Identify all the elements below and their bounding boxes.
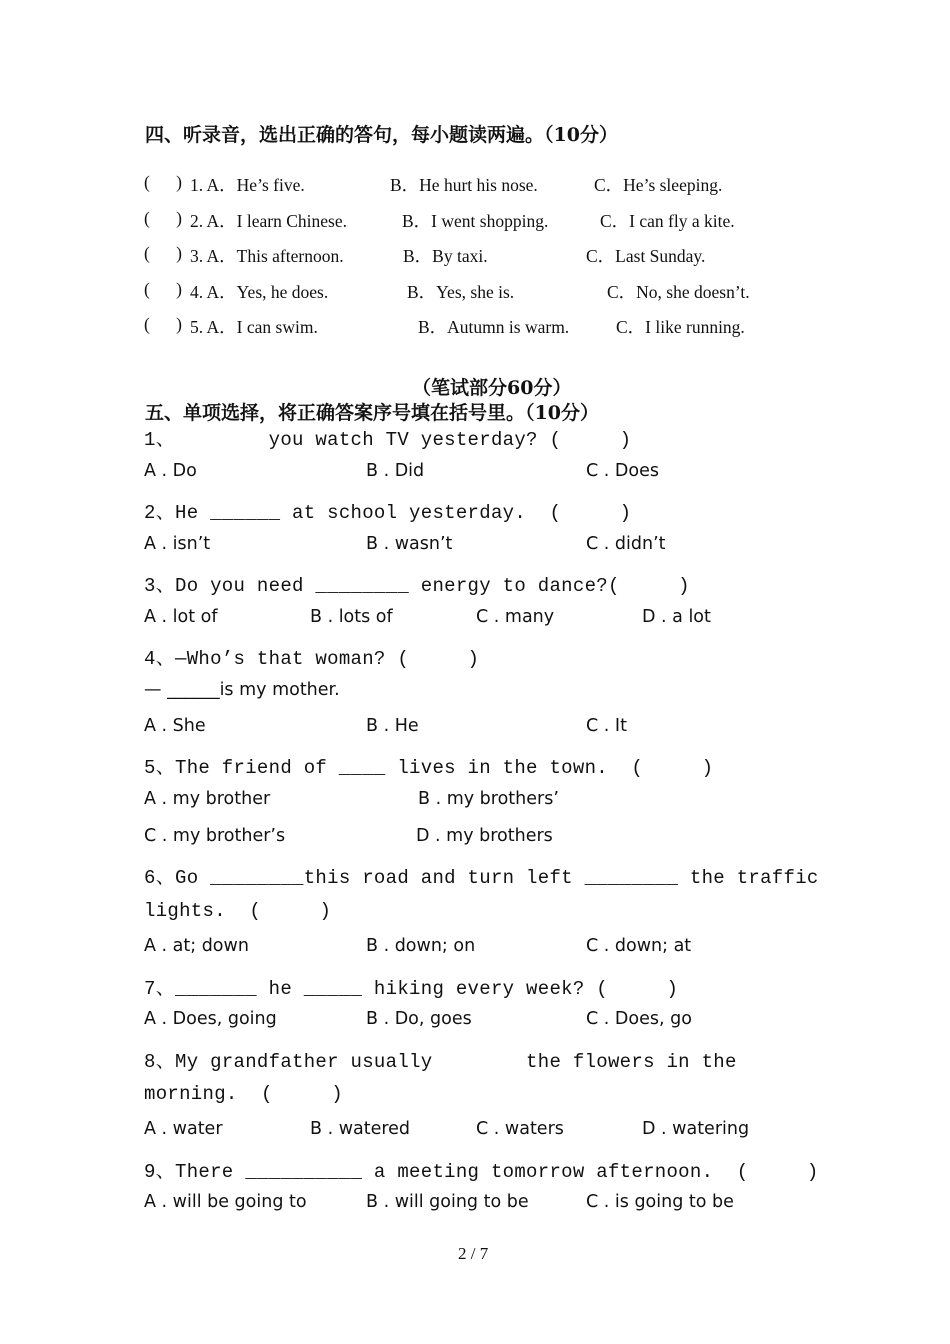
q8-option-b: B . watered (310, 1119, 411, 1139)
answer-bracket[interactable]: ( ) (144, 314, 182, 334)
q4-option-b: B . He (366, 716, 419, 736)
question-4: 4、—Who’s that woman? ( ) (144, 648, 480, 670)
listen-q1-option-a: 1. A．He’s five. (190, 175, 305, 195)
q2-option-c: C . didn’t (586, 534, 666, 554)
written-part-label: （笔试部分60分） (412, 377, 572, 399)
q2-option-a: A . isn’t (144, 534, 211, 554)
listen-q2-option-c: C．I can fly a kite. (600, 211, 735, 231)
question-2: 2、He ______ at school yesterday. ( ) (144, 502, 632, 524)
section4-title: 四、听录音，选出正确的答句，每小题读两遍。（10分） (145, 124, 618, 146)
q4-option-a: A . She (144, 716, 206, 736)
q6-option-c: C . down; at (586, 936, 692, 956)
listen-q2-option-b: B．I went shopping. (402, 211, 549, 231)
q8-option-d: D . watering (642, 1119, 750, 1139)
q7-option-c: C . Does, go (586, 1009, 692, 1029)
q1-option-c: C . Does (586, 461, 659, 481)
answer-bracket[interactable]: ( ) (144, 172, 182, 192)
section5-title: 五、单项选择，将正确答案序号填在括号里。（10分） (145, 402, 599, 424)
question-9: 9、There __________ a meeting tomorrow afternoon. ( ) (144, 1161, 819, 1183)
question-8-line-2: morning. ( ) (144, 1083, 343, 1105)
listen-q2-option-a: 2. A．I learn Chinese. (190, 211, 347, 231)
q1-option-a: A . Do (144, 461, 197, 481)
q6-option-b: B . down; on (366, 936, 476, 956)
question-5: 5、The friend of ____ lives in the town. ( ) (144, 757, 714, 779)
q2-option-b: B . wasn’t (366, 534, 453, 554)
page-number: 2 / 7 (458, 1244, 489, 1263)
q3-option-a: A . lot of (144, 607, 218, 627)
question-7: 7、_______ he _____ hiking every week? ( ) (144, 978, 679, 1000)
q5-option-d: D . my brothers (416, 826, 553, 846)
listen-q1-option-c: C．He’s sleeping. (594, 175, 723, 195)
listen-q4-option-c: C．No, she doesn’t. (607, 282, 750, 302)
question-6: 6、Go ________this road and turn left ________ the traffic (144, 867, 819, 889)
answer-bracket[interactable]: ( ) (144, 208, 182, 228)
q5-option-c: C . my brother’s (144, 826, 286, 846)
q9-option-a: A . will be going to (144, 1192, 307, 1212)
q3-option-b: B . lots of (310, 607, 393, 627)
q8-option-a: A . water (144, 1119, 223, 1139)
question-8: 8、My grandfather usually the flowers in the (144, 1051, 737, 1073)
listen-q5-option-a: 5. A．I can swim. (190, 317, 318, 337)
q7-option-a: A . Does, going (144, 1009, 277, 1029)
q3-option-c: C . many (476, 607, 555, 627)
listen-q3-option-b: B．By taxi. (403, 246, 488, 266)
q5-option-a: A . my brother (144, 789, 271, 809)
q9-option-b: B . will going to be (366, 1192, 529, 1212)
listen-q1-option-b: B．He hurt his nose. (390, 175, 538, 195)
q7-option-b: B . Do, goes (366, 1009, 472, 1029)
listen-q4-option-b: B．Yes, she is. (407, 282, 515, 302)
question-4-line-2: — ______is my mother. (144, 680, 340, 700)
question-1: 1、 you watch TV yesterday? ( ) (144, 429, 632, 451)
q9-option-c: C . is going to be (586, 1192, 734, 1212)
q1-option-b: B . Did (366, 461, 425, 481)
listen-q3-option-a: 3. A．This afternoon. (190, 246, 344, 266)
listen-q5-option-c: C．I like running. (616, 317, 745, 337)
question-3: 3、Do you need ________ energy to dance?( ) (144, 575, 690, 597)
q6-option-a: A . at; down (144, 936, 249, 956)
answer-bracket[interactable]: ( ) (144, 243, 182, 263)
listen-q5-option-b: B．Autumn is warm. (418, 317, 570, 337)
q4-option-c: C . It (586, 716, 627, 736)
q3-option-d: D . a lot (642, 607, 711, 627)
listen-q4-option-a: 4. A．Yes, he does. (190, 282, 329, 302)
listen-q3-option-c: C．Last Sunday. (586, 246, 706, 266)
q5-option-b: B . my brothers’ (418, 789, 559, 809)
q8-option-c: C . waters (476, 1119, 564, 1139)
answer-bracket[interactable]: ( ) (144, 279, 182, 299)
question-6-line-2: lights. ( ) (144, 900, 332, 922)
